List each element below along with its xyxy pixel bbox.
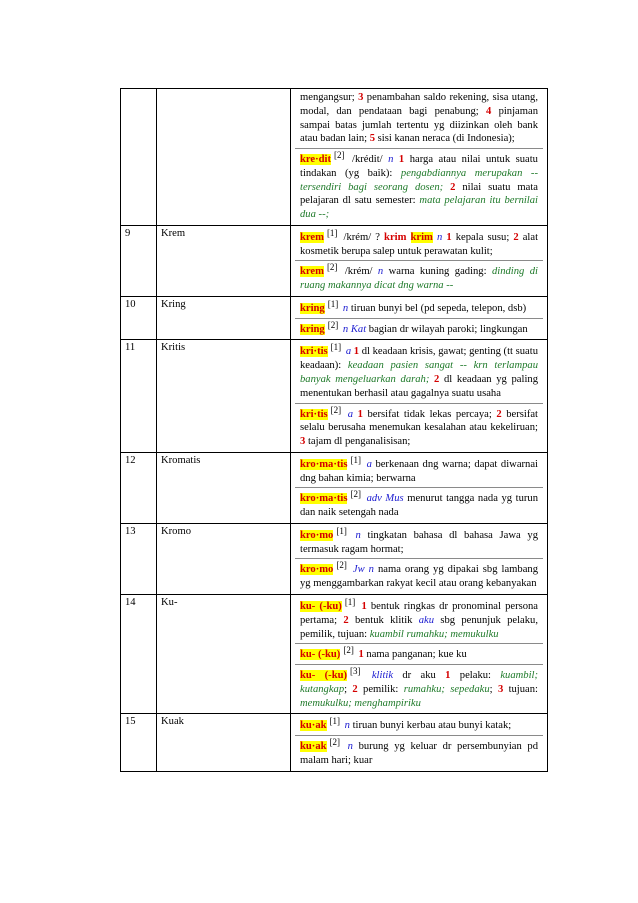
homonym-number: [1] bbox=[327, 298, 339, 309]
dictionary-entry bbox=[295, 664, 543, 712]
definition-cell bbox=[291, 340, 548, 452]
entry-text: /krém/ ? bbox=[339, 231, 385, 243]
entry-text: harga atau nilai untuk suatu tindakan (yg baik): bbox=[300, 154, 538, 179]
entry-text: mengangsur; bbox=[300, 92, 359, 103]
word-cell: Kring bbox=[157, 296, 291, 340]
row-number: 15 bbox=[121, 714, 157, 771]
headword: ku·ak bbox=[300, 720, 327, 732]
entry-text: nilai suatu mata pelajaran dl satu semester: bbox=[300, 181, 538, 207]
homonym-number: [2] bbox=[326, 262, 338, 273]
homonym-number: [1] bbox=[329, 716, 341, 727]
headword: kring bbox=[300, 323, 325, 335]
definition-cell bbox=[291, 714, 548, 771]
grammar-label: a bbox=[345, 346, 352, 358]
entry-text: sisi kanan neraca (di Indonesia); bbox=[375, 133, 515, 145]
entry-text: menurut tangga nada yg turun dan naik setengah nada bbox=[300, 493, 538, 519]
example-text: rumahku; sepedaku bbox=[403, 683, 490, 695]
entry-text: bersifat tidak lekas percaya; bbox=[362, 408, 497, 420]
sense-number: 3 bbox=[300, 436, 306, 448]
grammar-label: n bbox=[436, 231, 443, 243]
entry-text: dr aku bbox=[393, 670, 446, 682]
example-text: dinding di ruang makannya dicat dng warna -- bbox=[300, 266, 538, 292]
dictionary-entry bbox=[295, 558, 543, 593]
headword: kro·ma·tis bbox=[300, 458, 348, 470]
example-text: keadaan pasien sangat -- krn terlampau banyak mengeluarkan darah; bbox=[300, 360, 538, 386]
entry-text: ; bbox=[489, 683, 498, 695]
entry-text: /krém/ bbox=[339, 266, 378, 278]
sense-number: 3 bbox=[358, 92, 364, 103]
entry-text: pemilik: bbox=[357, 683, 404, 695]
headword: kre·dit bbox=[300, 154, 332, 166]
table-row bbox=[121, 296, 548, 340]
definition-cell bbox=[291, 225, 548, 296]
dictionary-entry bbox=[295, 298, 543, 318]
entry-text: nama orang yg dipakai sbg lambang yg menggambarkan rakyat kecil atau orang kebanyakan bbox=[300, 564, 539, 590]
grammar-label: a bbox=[347, 408, 354, 420]
entry-text: bagian dr wilayah paroki; lingkungan bbox=[366, 323, 528, 335]
entry-text: ; bbox=[344, 683, 353, 695]
table-row bbox=[121, 89, 548, 226]
row-number: 11 bbox=[121, 340, 157, 452]
example-text: kuambil rumahku; memukulku bbox=[369, 628, 499, 640]
homonym-number: [2] bbox=[336, 560, 347, 571]
example-text: mata pelajaran itu bernilai dua --; bbox=[300, 195, 538, 221]
entry-text: tiruan bunyi bel (pd sepeda, telepon, dsb) bbox=[348, 302, 527, 314]
dictionary-entry bbox=[295, 341, 543, 402]
dictionary-entry bbox=[295, 318, 543, 339]
entry-text: tingkatan bahasa dl bahasa Jawa yg termasuk ragam hormat; bbox=[300, 529, 538, 555]
table-row bbox=[121, 714, 548, 771]
sense-number: 1 bbox=[446, 231, 452, 243]
headword: krem bbox=[300, 266, 324, 278]
dictionary-table-body bbox=[121, 89, 548, 772]
homonym-number: [1] bbox=[336, 525, 347, 536]
dictionary-entry bbox=[295, 735, 543, 770]
headword: krem bbox=[300, 231, 324, 243]
entry-text bbox=[349, 530, 356, 541]
headword: ku- (-ku) bbox=[300, 649, 341, 661]
dictionary-entry bbox=[295, 643, 543, 664]
homonym-number: [1] bbox=[350, 454, 361, 465]
table-row bbox=[121, 594, 548, 713]
homonym-number: [2] bbox=[327, 319, 339, 330]
table-row bbox=[121, 452, 548, 523]
sense-number: 2 bbox=[343, 614, 349, 626]
definition-cell bbox=[291, 296, 548, 340]
dictionary-entry bbox=[295, 260, 543, 295]
homonym-number: [2] bbox=[343, 645, 354, 656]
sense-number: 1 bbox=[358, 649, 364, 661]
table-row bbox=[121, 523, 548, 594]
row-number: 13 bbox=[121, 523, 157, 594]
entry-text: tiruan bunyi kerbau atau bunyi katak; bbox=[349, 720, 512, 732]
word-cell bbox=[157, 89, 291, 226]
grammar-label: n bbox=[344, 720, 350, 732]
word-cell: Krem bbox=[157, 225, 291, 296]
entry-text: kepala susu; bbox=[451, 231, 514, 243]
dictionary-entry bbox=[295, 227, 543, 261]
definition-cell bbox=[291, 523, 548, 594]
sense-number: 1 bbox=[445, 670, 451, 682]
headword: ku·ak bbox=[300, 741, 327, 753]
grammar-label: n bbox=[342, 302, 349, 314]
dictionary-table bbox=[120, 88, 548, 772]
homonym-number: [1] bbox=[326, 227, 338, 238]
example-text: pengabdiannya merupakan -- tersendiri bagi seorang dosen; bbox=[300, 167, 538, 193]
grammar-label: Jw n bbox=[352, 564, 374, 576]
entry-text bbox=[363, 670, 372, 681]
definition-cell bbox=[291, 452, 548, 523]
headword: kro·mo bbox=[300, 564, 334, 576]
dictionary-entry bbox=[295, 403, 543, 451]
entry-text: alat kosmetik berupa salep untuk perawatan kulit; bbox=[300, 231, 539, 257]
headword: ku- (-ku) bbox=[300, 600, 342, 612]
dictionary-entry bbox=[295, 148, 543, 224]
example-text: kuambil; kutangkap bbox=[300, 670, 538, 695]
homonym-number: [1] bbox=[330, 342, 342, 353]
homonym-number: [1] bbox=[344, 596, 356, 607]
homonym-number: [3] bbox=[350, 666, 361, 677]
row-number: 14 bbox=[121, 594, 157, 713]
entry-text: bentuk klitik bbox=[348, 614, 419, 626]
sense-number: krim bbox=[384, 231, 407, 243]
row-number: 9 bbox=[121, 225, 157, 296]
dictionary-entry bbox=[295, 487, 543, 522]
table-row bbox=[121, 225, 548, 296]
entry-text: /krédit/ bbox=[346, 154, 389, 166]
grammar-label: n bbox=[377, 266, 384, 278]
homonym-number: [2] bbox=[334, 150, 345, 161]
row-number bbox=[121, 89, 157, 226]
entry-text: bersifat selalu berusaha menemukan kesalahan atau kekeliruan; bbox=[300, 408, 538, 434]
entry-text: warna kuning gading: bbox=[383, 266, 492, 278]
sense-number: 2 bbox=[513, 231, 519, 243]
sense-number: 2 bbox=[434, 374, 440, 386]
definition-cell bbox=[291, 594, 548, 713]
sense-number: 1 bbox=[398, 154, 405, 166]
entry-text bbox=[406, 232, 410, 243]
homonym-number: [2] bbox=[350, 489, 361, 500]
word-cell: Kuak bbox=[157, 714, 291, 771]
entry-text: berkenaan dng warna; dapat diwarnai dng bahan kimia; berwarna bbox=[300, 458, 538, 484]
grammar-label: n Kat bbox=[342, 323, 367, 335]
example-text: memukulku; menghampiriku bbox=[300, 697, 421, 709]
sense-number: 5 bbox=[369, 133, 376, 145]
dictionary-entry bbox=[295, 715, 543, 735]
entry-text: tujuan: bbox=[503, 683, 538, 695]
headword: kri·tis bbox=[300, 346, 328, 358]
homonym-number: [2] bbox=[330, 404, 342, 415]
entry-text: pelaku: bbox=[450, 670, 501, 682]
headword: kro·mo bbox=[300, 529, 334, 541]
sense-number: 2 bbox=[496, 408, 502, 420]
word-cell: Kromatis bbox=[157, 452, 291, 523]
sense-number: 1 bbox=[353, 346, 360, 358]
grammar-label: klitik bbox=[371, 670, 394, 682]
sense-number: 4 bbox=[486, 105, 492, 117]
headword: kring bbox=[300, 302, 325, 314]
sense-number: 1 bbox=[357, 408, 363, 420]
grammar-label: n bbox=[355, 529, 361, 541]
entry-text: tajam dl penganalisisan; bbox=[305, 436, 411, 448]
grammar-label: n bbox=[347, 741, 353, 753]
dictionary-entry bbox=[295, 90, 543, 148]
sense-number: 2 bbox=[450, 181, 456, 193]
entry-text: pinjaman sampai batas jumlah tertentu yg diizinkan oleh bank atau badan lain; bbox=[300, 105, 538, 145]
grammar-label: a bbox=[366, 458, 372, 470]
table-row bbox=[121, 340, 548, 452]
word-cell: Kromo bbox=[157, 523, 291, 594]
headword: ku- (-ku) bbox=[300, 670, 348, 682]
grammar-label: aku bbox=[418, 614, 435, 626]
word-cell: Kritis bbox=[157, 340, 291, 452]
headword: kro·ma·tis bbox=[300, 493, 348, 505]
headword: krim bbox=[410, 231, 433, 243]
entry-text: burung yg keluar dr persembunyian pd malam hari; kuar bbox=[300, 741, 538, 766]
dictionary-entry bbox=[295, 525, 543, 559]
sense-number: 3 bbox=[497, 683, 504, 695]
grammar-label: adv Mus bbox=[366, 493, 404, 505]
row-number: 12 bbox=[121, 452, 157, 523]
sense-number: 2 bbox=[352, 683, 358, 695]
entry-text: nama panganan; kue ku bbox=[363, 649, 467, 661]
sense-number: 1 bbox=[361, 600, 367, 612]
entry-text: dl keadaan krisis, gawat; genting (tt suatu keadaan): bbox=[300, 346, 538, 372]
grammar-label: n bbox=[388, 154, 394, 166]
entry-text: penambahan saldo rekening, sisa utang, modal, dan pendataan bagi penabung; bbox=[300, 92, 538, 117]
dictionary-entry bbox=[295, 454, 543, 488]
definition-cell bbox=[291, 89, 548, 226]
entry-text: bentuk ringkas dr pronominal persona pertama; bbox=[300, 600, 539, 626]
dictionary-entry bbox=[295, 596, 543, 643]
entry-text: dl keadaan yg paling menentukan berhasil atau gagalnya suatu usaha bbox=[300, 374, 538, 399]
word-cell: Ku- bbox=[157, 594, 291, 713]
headword: kri·tis bbox=[300, 408, 328, 420]
row-number: 10 bbox=[121, 296, 157, 340]
entry-text: sbg penunjuk pelaku, pemilik, tujuan: bbox=[300, 614, 538, 640]
homonym-number: [2] bbox=[329, 737, 341, 748]
